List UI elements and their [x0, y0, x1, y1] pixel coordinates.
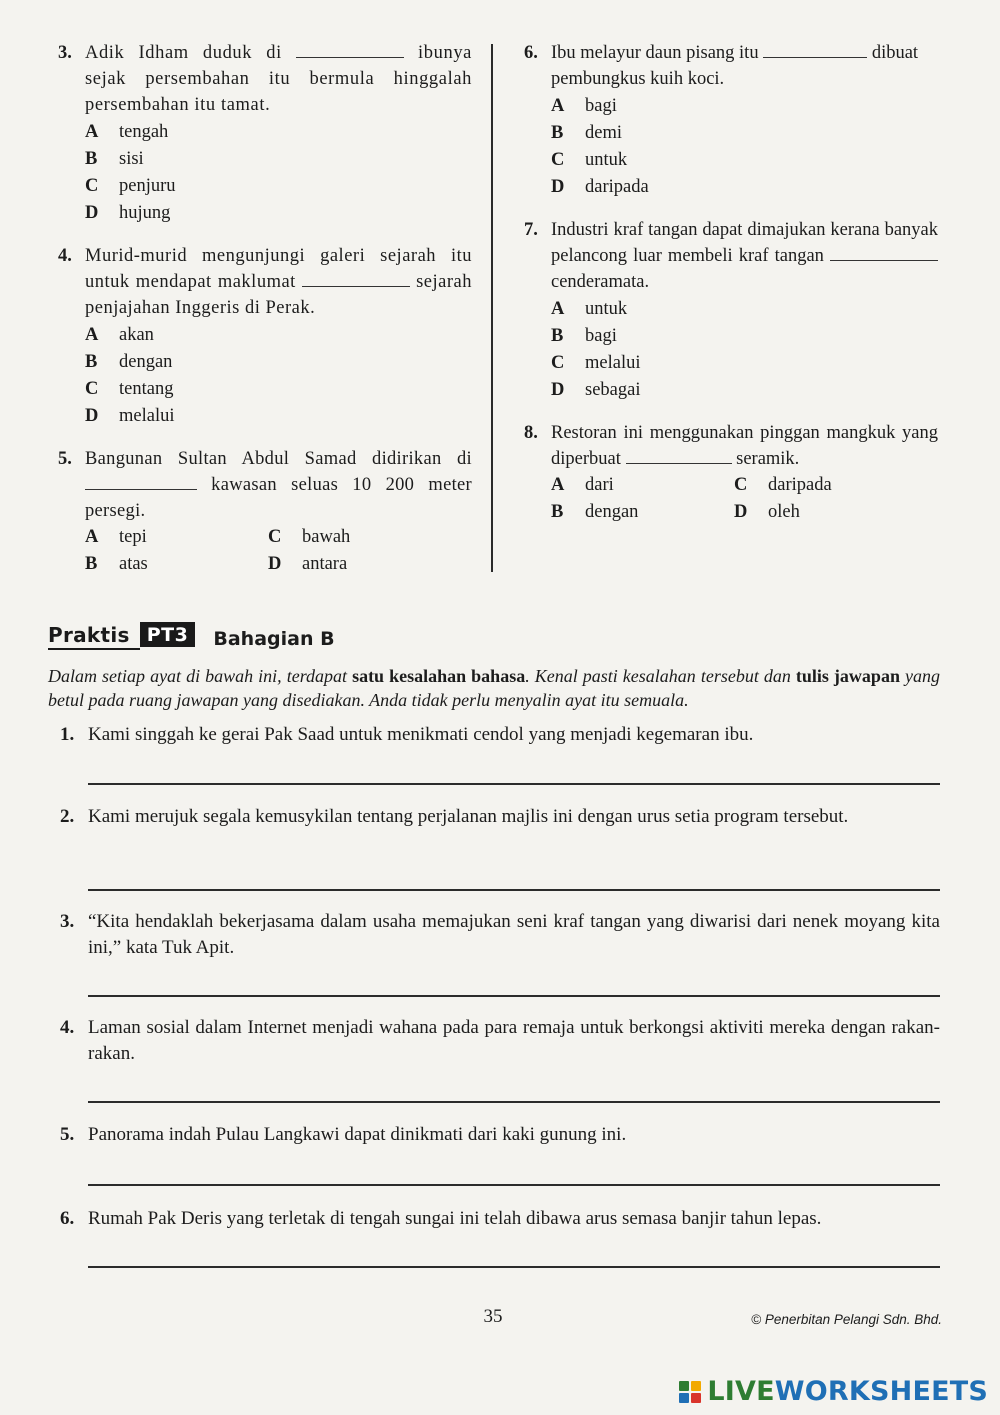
- section-b-item-1: [60, 722, 940, 748]
- answer-line-5[interactable]: [88, 1184, 940, 1186]
- question-6: [524, 40, 938, 201]
- option-d[interactable]: D sebagai: [551, 380, 641, 400]
- copyright-notice: © Penerbitan Pelangi Sdn. Bhd.: [751, 1312, 942, 1327]
- option-c[interactable]: C melalui: [551, 353, 641, 373]
- item-text: Rumah Pak Deris yang terletak di tengah sungai ini telah dibawa arus semasa banjir tahun lepas.: [88, 1208, 822, 1229]
- question-number: 6.: [524, 43, 538, 63]
- option-a[interactable]: A tengah: [85, 122, 169, 142]
- section-b-item-4: [60, 1015, 940, 1067]
- option-b[interactable]: B bagi: [551, 326, 617, 346]
- mcq-right-column: [524, 40, 938, 526]
- section-b-item-3: [60, 909, 940, 961]
- pt3-badge: PT3: [140, 622, 196, 647]
- section-header: [48, 622, 335, 650]
- item-text: Panorama indah Pulau Langkawi dapat dinikmati dari kaki gunung ini.: [88, 1124, 627, 1145]
- answer-blank: [830, 247, 938, 261]
- option-b[interactable]: B atas: [85, 554, 148, 574]
- question-number: 7.: [524, 220, 538, 240]
- item-number: 2.: [60, 806, 75, 827]
- mcq-left-column: [58, 40, 472, 578]
- option-c[interactable]: C bawah: [268, 527, 351, 547]
- answer-blank: [626, 450, 732, 464]
- liveworksheets-logo-icon: [679, 1381, 701, 1403]
- section-b-item-6: [60, 1206, 940, 1232]
- question-text: Bangunan Sultan Abdul Samad didirikan di: [85, 449, 472, 469]
- item-number: 1.: [60, 724, 75, 745]
- answer-blank: [763, 44, 867, 58]
- question-text-cont: seramik.: [736, 449, 800, 469]
- answer-blank: [296, 44, 404, 58]
- item-text: Kami singgah ke gerai Pak Saad untuk menikmati cendol yang menjadi kegemaran ibu.: [88, 724, 754, 745]
- option-a[interactable]: A untuk: [551, 299, 628, 319]
- option-c[interactable]: C daripada: [734, 475, 832, 495]
- answer-line-2[interactable]: [88, 889, 940, 891]
- answer-line-6[interactable]: [88, 1266, 940, 1268]
- watermark-worksheets: WORKSHEETS: [774, 1376, 988, 1407]
- option-b[interactable]: B dengan: [551, 502, 639, 522]
- option-a[interactable]: A bagi: [551, 96, 617, 116]
- watermark-live: LIVE: [707, 1376, 775, 1407]
- item-text: “Kita hendaklah bekerjasama dalam usaha memajukan seni kraf tangan yang diwarisi dari nenek moyang kita ini,” kata Tuk Apit.: [88, 911, 940, 958]
- item-number: 6.: [60, 1208, 75, 1229]
- option-a[interactable]: A akan: [85, 325, 154, 345]
- item-number: 4.: [60, 1017, 75, 1038]
- question-text: Adik Idham duduk di: [85, 43, 282, 63]
- page-number: 35: [483, 1306, 503, 1327]
- option-a[interactable]: A dari: [551, 475, 614, 495]
- option-c[interactable]: C penjuru: [85, 176, 176, 196]
- option-d[interactable]: D hujung: [85, 203, 171, 223]
- liveworksheets-watermark: [679, 1376, 988, 1407]
- question-text-cont: dibuat pembungkus kuih koci.: [551, 43, 919, 89]
- section-b-item-2: [60, 804, 940, 830]
- option-b[interactable]: B dengan: [85, 352, 173, 372]
- option-c[interactable]: C untuk: [551, 150, 628, 170]
- question-number: 5.: [58, 449, 72, 469]
- item-text: Kami merujuk segala kemusykilan tentang perjalanan majlis ini dengan urus setia program tersebut.: [88, 806, 849, 827]
- question-4: [58, 243, 472, 430]
- item-number: 3.: [60, 911, 75, 932]
- question-text: Ibu melayur daun pisang itu: [551, 43, 759, 63]
- option-d[interactable]: D melalui: [85, 406, 175, 426]
- instruction-text: Dalam setiap ayat di bawah ini, terdapat satu kesalahan bahasa. Kenal pasti kesalahan tersebut dan tulis jawapan yang betul pada ruang jawapan yang disediakan. Anda tidak perlu menyalin ayat itu semuala.: [48, 666, 940, 710]
- question-5: [58, 446, 472, 578]
- question-text: Restoran ini menggunakan pinggan mangkuk yang diperbuat: [551, 423, 938, 469]
- question-text-cont: cenderamata.: [551, 272, 650, 292]
- option-b[interactable]: B sisi: [85, 149, 144, 169]
- question-3: [58, 40, 472, 227]
- answer-blank: [302, 273, 410, 287]
- question-text-cont: sejarah penjajahan Inggeris di Perak.: [85, 272, 472, 318]
- option-c[interactable]: C tentang: [85, 379, 174, 399]
- answer-blank: [85, 476, 197, 490]
- option-d[interactable]: D antara: [268, 554, 348, 574]
- question-number: 4.: [58, 246, 72, 266]
- answer-line-3[interactable]: [88, 995, 940, 997]
- question-text: Murid-murid mengunjungi galeri sejarah itu untuk mendapat maklumat: [85, 246, 472, 292]
- answer-line-4[interactable]: [88, 1101, 940, 1103]
- section-title: Bahagian B: [213, 628, 335, 650]
- section-b-item-5: [60, 1122, 940, 1148]
- item-text: Laman sosial dalam Internet menjadi wahana pada para remaja untuk berkongsi aktiviti mereka dengan rakan-rakan.: [88, 1017, 940, 1064]
- answer-line-1[interactable]: [88, 783, 940, 785]
- question-text: Industri kraf tangan dapat dimajukan kerana banyak pelancong luar membeli kraf tangan: [551, 220, 938, 266]
- option-d[interactable]: D oleh: [734, 502, 800, 522]
- option-b[interactable]: B demi: [551, 123, 622, 143]
- question-text-cont: kawasan seluas 10 200 meter persegi.: [85, 475, 472, 521]
- question-number: 3.: [58, 43, 72, 63]
- column-divider: [491, 44, 493, 572]
- question-text-cont: ibunya sejak persembahan itu bermula hinggalah persembahan itu tamat.: [85, 43, 472, 115]
- item-number: 5.: [60, 1124, 75, 1145]
- praktis-label: Praktis: [48, 623, 140, 650]
- option-d[interactable]: D daripada: [551, 177, 649, 197]
- question-number: 8.: [524, 423, 538, 443]
- option-a[interactable]: A tepi: [85, 527, 147, 547]
- question-8: [524, 420, 938, 526]
- question-7: [524, 217, 938, 404]
